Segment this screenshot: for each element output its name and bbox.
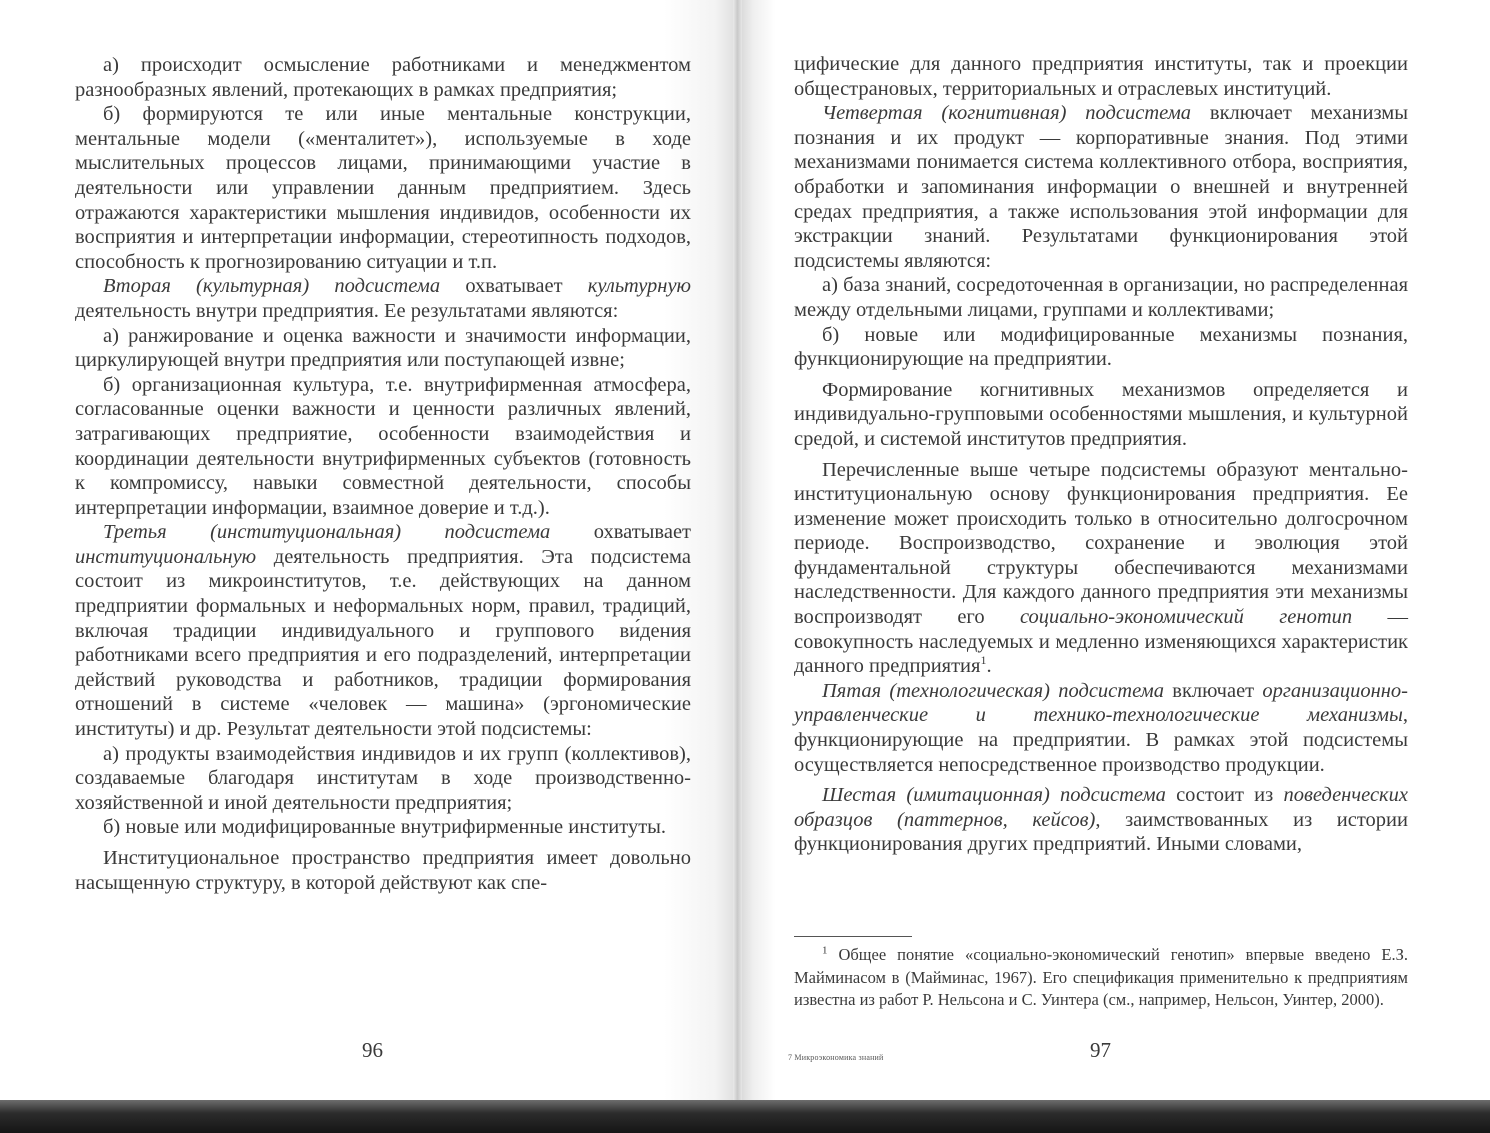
paragraph: а) база знаний, сосредоточенная в организации, но распределенная между отдельными лицами, группами и коллективами; (794, 274, 1408, 321)
paragraph: а) происходит осмысление работниками и менеджментом разнообразных явлений, протекающих в рамках предприятия; (75, 54, 691, 101)
footnote-reference: 1 (980, 653, 987, 668)
paragraph: б) организационная культура, т.е. внутрифирменная атмосфера, согласованные оценки важности и ценности различных явлений, затрагивающих предприятие, особенности взаимодействия и координации деятельности внутрифирменных субъектов (готовность к компромиссу, навыки совместной деятельности, способы интерпретации информации, взаимное доверие и т.д.). (75, 373, 691, 519)
left-page (0, 0, 738, 1100)
paragraph: а) продукты взаимодействия индивидов и их групп (коллективов), создаваемые благодаря институтам в ходе производственно-хозяйственной и иной деятельности предприятия; (75, 742, 691, 814)
paragraph (794, 101, 1408, 273)
footnote (794, 944, 1408, 1012)
paragraph: б) формируются те или иные ментальные конструкции, ментальные модели («менталитет»), используемые в ходе мыслительных процессов лицами, принимающими участие в деятельности или управлении данным предприятием. Здесь отражаются характеристики мышления индивидов, особенности их восприятия и интерпретации информации, стереотипность подходов, способность к прогнозированию ситуации и т.п. (75, 103, 691, 273)
right-page (738, 0, 1490, 1100)
text-run: включает (1164, 679, 1263, 702)
italic-term: культурную (587, 275, 691, 298)
italic-term: социально-экономический генотип (1019, 606, 1353, 629)
text-run: . (986, 655, 992, 678)
right-page-text (794, 52, 1408, 857)
text-run: , функционирующие на предприятии. В рамках этой подсистемы осуществляется непосредственное производство продукции. (794, 704, 1408, 776)
text-run: деятельность внутри предприятия. Ее результатами являются: (75, 299, 619, 322)
text-run: охватывает (550, 521, 691, 544)
paragraph (794, 679, 1408, 777)
italic-term: организационно-управленческие и технико-технологические механизмы (794, 679, 1408, 727)
text-run: включает механизмы познания и их продукт — корпоративные знания. Под этими механизмами понимается система коллективного отбора, восприятия, обработки и запоминания информации о внешней и внутренней средах предприятия, а также использования этой информации для экстракции знаний. Результатами функционирования этой подсистемы являются: (794, 102, 1408, 272)
italic-term: Третья (институциональная) подсистема (103, 521, 551, 544)
book-gutter (733, 0, 742, 1100)
italic-term: поведенческих образцов (паттернов, кейсов) (794, 784, 1408, 831)
text-run: — совокупность наследуемых и медленно изменяющихся характеристик данного предприятия (794, 606, 1408, 678)
paragraph: цифические для данного предприятия институты, так и проекции общестрановых, территориальных и отраслевых институций. (794, 53, 1408, 100)
page-number: 96 (362, 1038, 383, 1062)
paragraph: Институциональное пространство предприятия имеет довольно насыщенную структуру, в которой действуют как спе- (75, 847, 691, 894)
paragraph: б) новые или модифицированные механизмы познания, функционирующие на предприятии. (794, 323, 1408, 371)
paragraph (75, 274, 691, 323)
paragraph: б) новые или модифицированные внутрифирменные институты. (103, 816, 667, 839)
text-run: , заимствованных из истории функционирования других предприятий. Иными словами, (794, 808, 1409, 856)
paragraph (75, 520, 691, 741)
text-run: охватывает (440, 275, 588, 298)
scan-bottom-edge (0, 1100, 1490, 1133)
footnote-mark: 1 (822, 944, 828, 957)
paragraph: Формирование когнитивных механизмов определяется и индивидуально-групповыми особенностями мышления, и культурной средой, и системой институтов предприятия. (794, 378, 1408, 450)
footnote-text: Общее понятие «социально-экономический генотип» впервые введено Е.З. Майминасом в (Майминас, 1967). Его спецификация применительно к предприятиям известна из работ Р. Нельсона и С. Уинтера (см., например, Нельсон, Уинтер, 2000). (794, 945, 1408, 1009)
footnote-divider (794, 936, 912, 937)
paragraph (794, 458, 1408, 679)
paragraph (794, 783, 1408, 857)
italic-term: Вторая (культурная) подсистема (103, 275, 441, 298)
italic-term: Шестая (имитационная) подсистема (822, 784, 1166, 807)
paragraph: а) ранжирование и оценка важности и значимости информации, циркулирующей внутри предприятия или поступающей извне; (75, 324, 691, 372)
printer-signature: 7 Микроэкономика знаний (788, 1053, 884, 1062)
text-run: Перечисленные выше четыре подсистемы образуют ментально-институциональную основу функционирования предприятия. Ее изменение может происходить только в относительно долгосрочном периоде. Воспроизводство, сохранение и эволюция этой фундаментальной структуры обеспечиваются механизмами наследственности. Для каждого данного предприятия эти механизмы воспроизводят его (794, 458, 1408, 629)
italic-term: Пятая (технологическая) подсистема (822, 679, 1165, 702)
italic-term: институциональную (75, 545, 257, 568)
text-run: состоит из (1165, 784, 1284, 807)
italic-term: Четвертая (когнитивная) подсистема (822, 102, 1192, 125)
text-run: деятельность предприятия. Эта подсистема состоит из микроинститутов, т.е. действующих на данном предприятии формальных и неформальных норм, правил, традиций, включая традиции индивидуального и группового ви́дения работниками всего предприятия и его подразделений, интерпретации действий руководства и работников, традиции формирования отношений в системе «человек — машина» (эргономические институты) и др. Результат деятельности этой подсистемы: (75, 545, 691, 741)
page-number: 97 (1090, 1038, 1111, 1062)
left-page-text (75, 53, 691, 895)
